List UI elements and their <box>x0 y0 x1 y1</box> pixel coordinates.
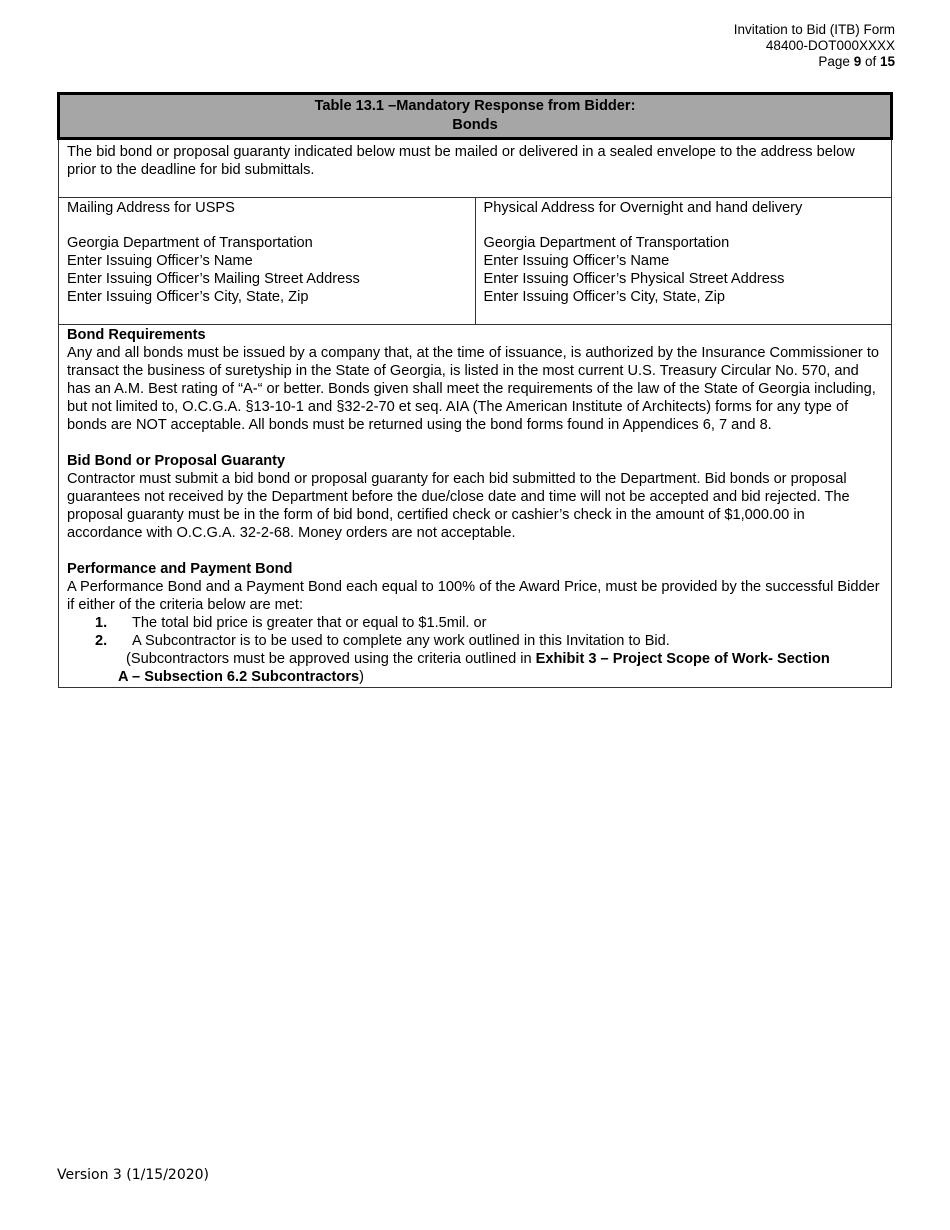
mailing-line: Enter Issuing Officer’s Name <box>67 253 253 269</box>
page-total: 15 <box>879 54 895 69</box>
physical-line: Georgia Department of Transportation <box>483 235 730 251</box>
physical-line: Enter Issuing Officer’s Physical Street Address <box>483 271 785 287</box>
page-header <box>734 22 895 70</box>
mailing-line: Georgia Department of Transportation <box>67 235 313 251</box>
requirements-cell <box>59 325 892 688</box>
physical-line: Enter Issuing Officer’s City, State, Zip <box>483 289 725 305</box>
bonds-table <box>57 92 893 688</box>
bid-bond-body: Contractor must submit a bid bond or proposal guaranty for each bid submitted to the Department. Bid bonds or proposal guarantees not received by the Department before the due/close date and time will not be accepted and bid rejected. The proposal guaranty must be in the form of bid bond, certified check or cashier’s check in the amount of $1,000.00 in accordance with O.C.G.A. 32-2-68. Money orders are not acceptable. <box>67 471 850 541</box>
page-number: Page 9 of 15 <box>818 54 895 69</box>
form-number: 48400-DOT000XXXX <box>765 38 895 53</box>
performance-bond-body: A Performance Bond and a Payment Bond each equal to 100% of the Award Price, must be provided by the successful Bidder if either of the criteria below are met: <box>67 579 880 613</box>
mailing-address <box>59 198 476 325</box>
criteria-list <box>67 614 883 650</box>
subcontractor-note-cont: A – Subsection 6.2 Subcontractors) <box>118 669 364 685</box>
intro-text: The bid bond or proposal guaranty indicated below must be mailed or delivered in a sealed envelope to the address below prior to the deadline for bid submittals. <box>59 139 892 198</box>
physical-address <box>475 198 892 325</box>
bond-requirements-title: Bond Requirements <box>67 327 206 343</box>
list-item: 1. The total bid price is greater that or equal to $1.5mil. or <box>95 615 487 631</box>
list-item: 2. A Subcontractor is to be used to complete any work outlined in this Invitation to Bid. <box>95 633 670 649</box>
subcontractor-note: (Subcontractors must be approved using the criteria outlined in Exhibit 3 – Project Scope of Work- Section <box>126 651 830 667</box>
version-footer: Version 3 (1/15/2020) <box>57 1167 209 1183</box>
physical-heading: Physical Address for Overnight and hand delivery <box>483 200 803 216</box>
mailing-line: Enter Issuing Officer’s Mailing Street Address <box>67 271 360 287</box>
physical-line: Enter Issuing Officer’s Name <box>483 253 670 269</box>
page-current: 9 <box>853 54 862 69</box>
bid-bond-title: Bid Bond or Proposal Guaranty <box>67 453 286 469</box>
performance-bond-title: Performance and Payment Bond <box>67 561 293 577</box>
mailing-heading: Mailing Address for USPS <box>67 200 235 216</box>
form-name: Invitation to Bid (ITB) Form <box>733 22 895 37</box>
table-title: Table 13.1 –Mandatory Response from Bidder: Bonds <box>59 94 892 139</box>
bond-requirements-body: Any and all bonds must be issued by a company that, at the time of issuance, is authorized by the Insurance Commissioner to transact the business of suretyship in the State of Georgia, is listed in the most current U.S. Treasury Circular No. 570, and has an A.M. Best rating of “A-“ or better. Bonds given shall meet the requirements of the law of the State of Georgia including, but not limited to, O.C.G.A. §13-10-1 and §32-2-70 et seq. AIA (The American Institute of Architects) forms for any type of bonds are NOT acceptable. All bonds must be returned using the bond forms found in Appendices 6, 7 and 8. <box>67 345 880 433</box>
mailing-line: Enter Issuing Officer’s City, State, Zip <box>67 289 309 305</box>
